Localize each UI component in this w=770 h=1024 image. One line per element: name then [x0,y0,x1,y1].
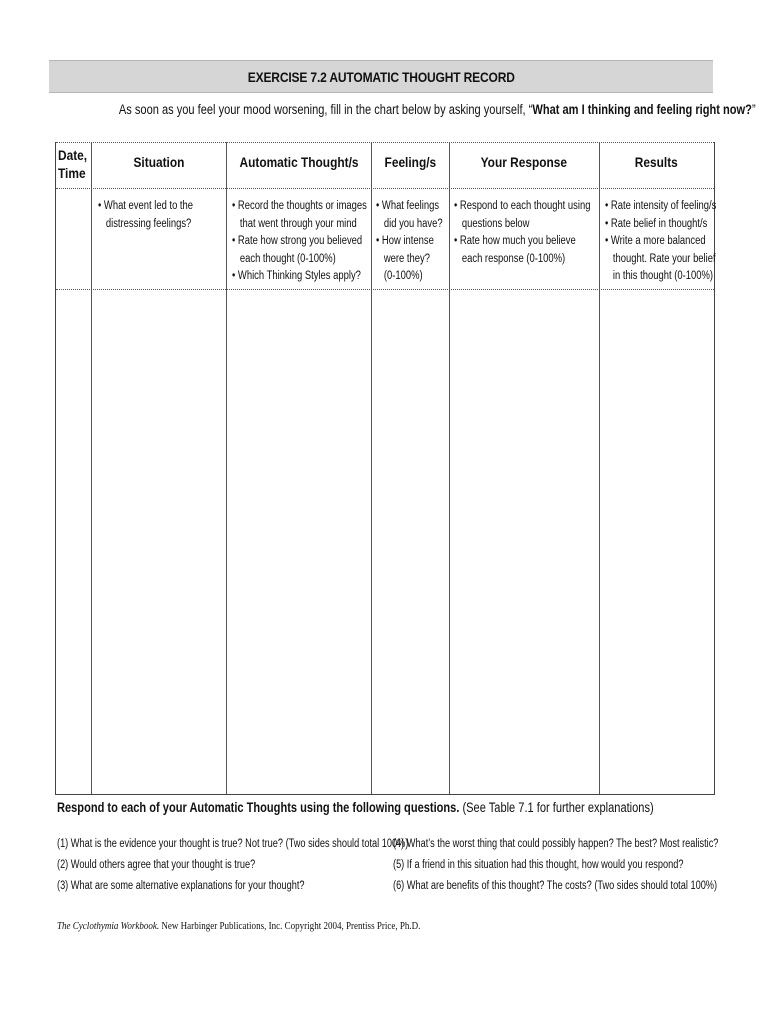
column-divider [91,142,92,794]
situation-header: Situation [133,154,184,170]
question-2: (2) Would others agree that your thought is true? [57,859,256,871]
hint-line: • Which Thinking Styles apply? [232,270,361,282]
column-divider [226,142,227,794]
copyright-footer [57,920,500,932]
column-header-date-time [56,146,93,182]
question-3: (3) What are some alternative explanations for your thought? [57,880,305,892]
questions-heading [57,800,770,815]
feelings-header: Feeling/s [384,154,436,170]
your-response-hints [454,198,620,268]
copyright-text: New Harbinger Publications, Inc. Copyright 2004, Prentiss Price, Ph.D. [159,920,421,932]
instruction-text [49,102,756,117]
question-6: (6) What are benefits of this thought? The costs? (Two sides should total 100%) [393,880,718,892]
hint-line: • Rate how strong you believed [232,235,363,247]
situation-hints [98,198,214,233]
question-1: (1) What is the evidence your thought is true? Not true? (Two sides should total 100%) [57,838,409,850]
column-header-results [599,154,714,170]
results-hints [605,198,741,286]
hint-line: • Record the thoughts or images [232,200,367,212]
hint-line: • Respond to each thought using [454,200,591,212]
column-header-automatic-thoughts [226,154,371,170]
hint-line: • Rate belief in thought/s [605,217,708,230]
header-rule [56,188,714,189]
hint-line: • Rate how much you believe [454,235,576,247]
column-header-feelings [371,154,449,170]
feelings-hints [376,198,457,286]
your-response-header: Your Response [480,154,568,170]
hint-line: thought. Rate your belief [605,252,716,265]
question-4: (4) What’s the worst thing that could possibly happen? The best? Most realistic? [393,838,719,850]
table-top-rule [56,142,714,143]
hint-line: • What feelings [376,200,440,212]
hint-line: that went through your mind [232,217,357,230]
hint-line: questions below [454,217,530,230]
instruction-suffix: ” [751,102,756,117]
hint-line: (0-100%) [376,270,423,282]
book-title: The Cyclothymia Workbook. [57,920,160,932]
exercise-title-bar [49,60,713,93]
results-header: Results [634,154,678,170]
time-header: Time [58,165,86,181]
hint-line: in this thought (0-100%) [605,270,713,282]
automatic-thoughts-header: Automatic Thought/s [239,154,358,170]
hint-line: • Rate intensity of feeling/s [605,200,717,212]
instruction-prefix: As soon as you feel your mood worsening, fill in the chart below by asking yourself, “ [118,102,533,117]
hint-line: • What event led to the [98,200,194,212]
instruction-question: What am I thinking and feeling right now? [532,102,752,117]
column-header-situation [91,154,226,170]
hints-rule [56,289,714,290]
hint-line: • Write a more balanced [605,235,706,247]
question-5: (5) If a friend in this situation had this thought, how would you respond? [393,859,684,871]
date-header: Date, [58,147,88,163]
questions-heading-bold: Respond to each of your Automatic Thoughts using the following questions. [57,800,460,815]
hint-line: did you have? [376,217,443,230]
hint-line: each thought (0-100%) [232,252,336,265]
column-header-your-response [449,154,599,170]
hint-line: each response (0-100%) [454,252,566,265]
exercise-title: EXERCISE 7.2 AUTOMATIC THOUGHT RECORD [247,68,515,85]
hint-line: distressing feelings? [98,217,192,230]
hint-line: • How intense [376,235,434,247]
thought-record-table [55,142,715,795]
questions-heading-note: (See Table 7.1 for further explanations) [459,800,654,815]
hint-line: were they? [376,252,430,265]
automatic-thoughts-hints [232,198,396,286]
